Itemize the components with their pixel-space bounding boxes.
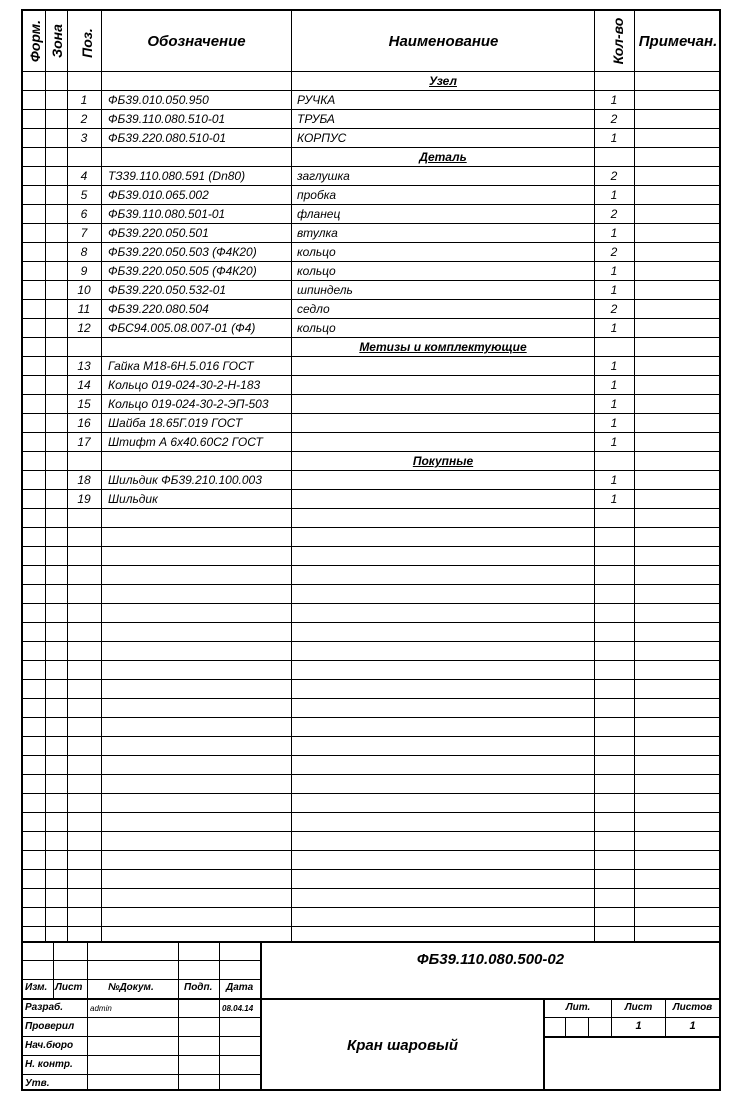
name-cell: кольцо bbox=[297, 264, 336, 278]
name-cell bbox=[297, 395, 592, 413]
table-row bbox=[23, 204, 719, 223]
empty-row bbox=[23, 527, 719, 546]
empty-row bbox=[23, 774, 719, 793]
qty-cell: 1 bbox=[610, 492, 618, 506]
empty-row bbox=[23, 508, 719, 527]
table-row bbox=[23, 318, 719, 337]
pos-cell: 2 bbox=[80, 112, 88, 126]
designation-cell: ФБ39.220.080.510-01 bbox=[108, 131, 227, 145]
name-cell: пробка bbox=[297, 188, 337, 202]
designation-cell: Штифт А 6х40.60С2 ГОСТ bbox=[108, 435, 263, 449]
name-cell bbox=[297, 357, 592, 375]
header-form: Форм. bbox=[27, 19, 43, 63]
empty-row bbox=[23, 641, 719, 660]
name-cell: фланец bbox=[297, 207, 341, 221]
empty-row bbox=[23, 603, 719, 622]
table-row bbox=[23, 166, 719, 185]
pos-cell: 19 bbox=[77, 492, 91, 506]
table-row bbox=[23, 299, 719, 318]
qty-cell: 2 bbox=[610, 245, 618, 259]
table-row bbox=[23, 261, 719, 280]
table-row bbox=[23, 90, 719, 109]
pos-cell: 18 bbox=[77, 473, 91, 487]
empty-row bbox=[23, 679, 719, 698]
empty-row bbox=[23, 793, 719, 812]
empty-row bbox=[23, 660, 719, 679]
section-row bbox=[23, 71, 719, 90]
qty-cell: 1 bbox=[610, 416, 618, 430]
header-pos: Поз. bbox=[79, 28, 95, 58]
qty-cell: 1 bbox=[610, 397, 618, 411]
tb-col-izm: Изм. bbox=[25, 982, 48, 993]
header-designation: Обозначение bbox=[147, 32, 246, 50]
empty-row bbox=[23, 584, 719, 603]
designation-cell: ТЗ39.110.080.591 (Dn80) bbox=[108, 169, 246, 183]
empty-row bbox=[23, 907, 719, 926]
designation-cell: ФБ39.220.050.505 (Ф4К20) bbox=[108, 264, 257, 278]
name-cell bbox=[297, 376, 592, 394]
designation-cell: ФБ39.110.080.501-01 bbox=[108, 207, 226, 221]
tb-lit-label: Лит. bbox=[565, 1002, 591, 1013]
pos-cell: 11 bbox=[77, 302, 91, 316]
tb-col-list: Лист bbox=[55, 982, 83, 993]
empty-row bbox=[23, 698, 719, 717]
empty-row bbox=[23, 812, 719, 831]
tb-sheet-label: Лист bbox=[624, 1002, 653, 1013]
tb-utv: Утв. bbox=[25, 1078, 50, 1089]
table-row bbox=[23, 470, 719, 489]
tb-sheets-label: Листов bbox=[672, 1002, 713, 1013]
designation-cell: ФБ39.010.065.002 bbox=[108, 188, 209, 202]
qty-cell: 1 bbox=[610, 378, 618, 392]
pos-cell: 17 bbox=[77, 435, 91, 449]
header-name: Наименование bbox=[388, 32, 499, 50]
qty-cell: 1 bbox=[610, 321, 618, 335]
name-cell: заглушка bbox=[297, 169, 350, 183]
qty-cell: 2 bbox=[610, 302, 618, 316]
qty-cell: 2 bbox=[610, 112, 618, 126]
name-cell bbox=[297, 433, 592, 451]
tb-proveril: Проверил bbox=[25, 1021, 75, 1032]
table-row bbox=[23, 128, 719, 147]
section-row bbox=[23, 147, 719, 166]
product-name: Кран шаровый bbox=[347, 1037, 458, 1054]
designation-cell: ФБ39.110.080.510-01 bbox=[108, 112, 226, 126]
pos-cell: 16 bbox=[77, 416, 91, 430]
table-row bbox=[23, 375, 719, 394]
pos-cell: 4 bbox=[80, 169, 88, 183]
table-row bbox=[23, 280, 719, 299]
name-cell bbox=[297, 471, 592, 489]
qty-cell: 1 bbox=[610, 188, 618, 202]
designation-cell: Шильдик ФБ39.210.100.003 bbox=[108, 473, 262, 487]
name-cell: РУЧКА bbox=[297, 93, 336, 107]
tb-sheet-value: 1 bbox=[635, 1020, 642, 1032]
table-row bbox=[23, 242, 719, 261]
qty-cell: 2 bbox=[610, 169, 618, 183]
empty-row bbox=[23, 565, 719, 584]
pos-cell: 7 bbox=[80, 226, 88, 240]
pos-cell: 13 bbox=[77, 359, 91, 373]
qty-cell: 1 bbox=[610, 264, 618, 278]
designation-cell: Кольцо 019-024-30-2-ЭП-503 bbox=[108, 397, 269, 411]
tb-col-docnum: №Докум. bbox=[108, 982, 154, 993]
section-title: Метизы и комплектующие bbox=[359, 340, 527, 354]
empty-row bbox=[23, 888, 719, 907]
section-row bbox=[23, 337, 719, 356]
tb-sheets-value: 1 bbox=[689, 1020, 696, 1032]
designation-cell: ФБ39.220.050.501 bbox=[108, 226, 209, 240]
name-cell: КОРПУС bbox=[297, 131, 347, 145]
designation-cell: Шильдик bbox=[108, 492, 158, 506]
name-cell: кольцо bbox=[297, 245, 336, 259]
designation-cell: ФБС94.005.08.007-01 (Ф4) bbox=[108, 321, 256, 335]
pos-cell: 14 bbox=[77, 378, 91, 392]
tb-col-sign: Подп. bbox=[184, 982, 213, 993]
designation-cell: Кольцо 019-024-30-2-Н-183 bbox=[108, 378, 261, 392]
pos-cell: 1 bbox=[80, 93, 88, 107]
qty-cell: 1 bbox=[610, 131, 618, 145]
header-note: Примечан. bbox=[638, 32, 718, 50]
tb-razrab-name: admin bbox=[90, 1004, 112, 1013]
pos-cell: 5 bbox=[80, 188, 88, 202]
name-cell bbox=[297, 414, 592, 432]
designation-cell: ФБ39.220.050.503 (Ф4К20) bbox=[108, 245, 257, 259]
designation-cell: Гайка М18-6Н.5.016 ГОСТ bbox=[108, 359, 254, 373]
header-qty: Кол-во bbox=[610, 17, 626, 65]
empty-row bbox=[23, 546, 719, 565]
tb-nachburo: Нач.бюро bbox=[25, 1040, 74, 1051]
empty-row bbox=[23, 831, 719, 850]
qty-cell: 2 bbox=[610, 207, 618, 221]
document-code: ФБ39.110.080.500-02 bbox=[416, 951, 565, 968]
empty-row bbox=[23, 850, 719, 869]
table-row bbox=[23, 413, 719, 432]
name-cell: втулка bbox=[297, 226, 338, 240]
empty-row bbox=[23, 755, 719, 774]
designation-cell: ФБ39.010.050.950 bbox=[108, 93, 209, 107]
tb-razrab-date: 08.04.14 bbox=[222, 1004, 254, 1013]
name-cell: шпиндель bbox=[297, 283, 353, 297]
qty-cell: 1 bbox=[610, 435, 618, 449]
tb-razrab: Разраб. bbox=[25, 1002, 63, 1013]
empty-row bbox=[23, 717, 719, 736]
section-title: Узел bbox=[429, 74, 457, 88]
specification-sheet bbox=[21, 9, 721, 1091]
pos-cell: 3 bbox=[80, 131, 88, 145]
table-row bbox=[23, 394, 719, 413]
name-cell: ТРУБА bbox=[297, 112, 335, 126]
pos-cell: 8 bbox=[80, 245, 88, 259]
table-row bbox=[23, 185, 719, 204]
table-row bbox=[23, 109, 719, 128]
empty-row bbox=[23, 622, 719, 641]
designation-cell: Шайба 18.65Г.019 ГОСТ bbox=[108, 416, 243, 430]
table-row bbox=[23, 356, 719, 375]
empty-row bbox=[23, 736, 719, 755]
qty-cell: 1 bbox=[610, 473, 618, 487]
pos-cell: 12 bbox=[77, 321, 91, 335]
table-row bbox=[23, 432, 719, 451]
pos-cell: 9 bbox=[80, 264, 88, 278]
pos-cell: 6 bbox=[80, 207, 88, 221]
designation-cell: ФБ39.220.080.504 bbox=[108, 302, 209, 316]
header-zone: Зона bbox=[49, 24, 65, 58]
empty-row bbox=[23, 869, 719, 888]
name-cell: седло bbox=[297, 302, 330, 316]
name-cell: кольцо bbox=[297, 321, 336, 335]
table-row bbox=[23, 223, 719, 242]
table-row bbox=[23, 489, 719, 508]
name-cell bbox=[297, 490, 592, 508]
qty-cell: 1 bbox=[610, 283, 618, 297]
section-row bbox=[23, 451, 719, 470]
tb-col-date: Дата bbox=[226, 982, 254, 993]
section-title: Деталь bbox=[419, 150, 467, 164]
section-title: Покупные bbox=[412, 454, 474, 468]
designation-cell: ФБ39.220.050.532-01 bbox=[108, 283, 227, 297]
qty-cell: 1 bbox=[610, 93, 618, 107]
tb-nkontr: Н. контр. bbox=[25, 1059, 73, 1070]
pos-cell: 10 bbox=[77, 283, 91, 297]
qty-cell: 1 bbox=[610, 226, 618, 240]
qty-cell: 1 bbox=[610, 359, 618, 373]
pos-cell: 15 bbox=[77, 397, 91, 411]
